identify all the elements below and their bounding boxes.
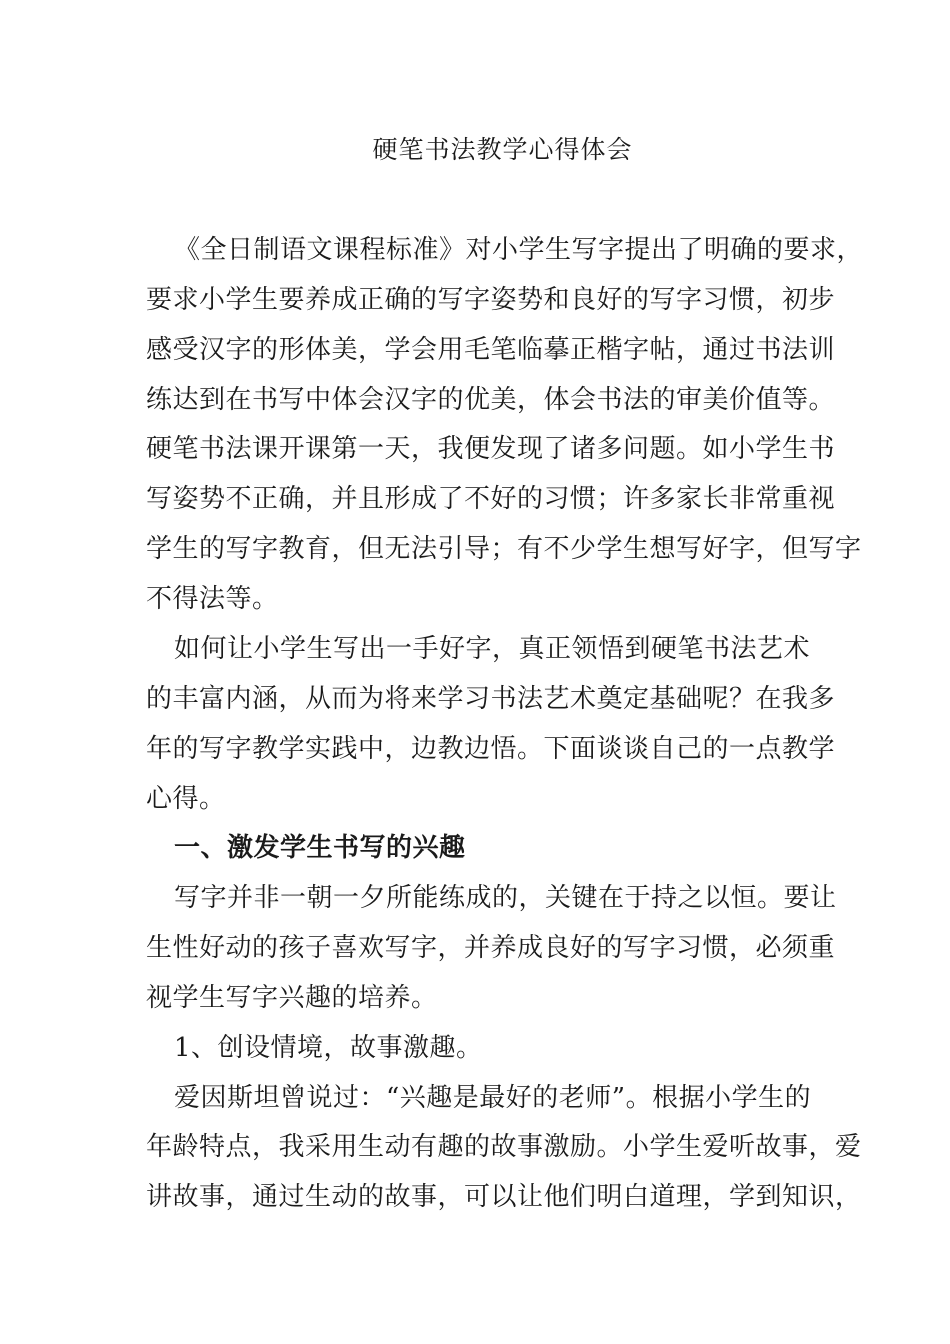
paragraph-line: 生性好动的孩子喜欢写字，并养成良好的写字习惯，必须重 — [146, 933, 836, 963]
section-heading: 一、激发学生书写的兴趣 — [174, 833, 466, 863]
document-title: 硬笔书法教学心得体会 — [372, 135, 633, 164]
paragraph-line: 视学生写字兴趣的培养。 — [146, 983, 438, 1013]
paragraph-line: 感受汉字的形体美，学会用毛笔临摹正楷字帖，通过书法训 — [146, 335, 836, 365]
paragraph-line: 《全日制语文课程标准》对小学生写字提出了明确的要求， — [174, 235, 864, 265]
paragraph-line: 年的写字教学实践中，边教边悟。下面谈谈自己的一点教学 — [146, 734, 836, 764]
paragraph-line: 讲故事，通过生动的故事，可以让他们明白道理，学到知识， — [146, 1182, 862, 1212]
paragraph-line: 学生的写字教育，但无法引导；有不少学生想写好字，但写字 — [146, 534, 862, 564]
subsection-heading: 1、创设情境，故事激趣。 — [174, 1033, 483, 1063]
paragraph-line: 的丰富内涵，从而为将来学习书法艺术奠定基础呢？在我多 — [146, 684, 836, 714]
paragraph-line: 爱因斯坦曾说过：“兴趣是最好的老师”。根据小学生的 — [174, 1083, 812, 1113]
paragraph-line: 如何让小学生写出一手好字，真正领悟到硬笔书法艺术 — [174, 634, 811, 664]
paragraph-line: 练达到在书写中体会汉字的优美，体会书法的审美价值等。 — [146, 385, 836, 415]
paragraph-line: 不得法等。 — [146, 584, 279, 614]
paragraph-line: 硬笔书法课开课第一天，我便发现了诸多问题。如小学生书 — [146, 434, 836, 464]
paragraph-line: 写姿势不正确，并且形成了不好的习惯；许多家长非常重视 — [146, 484, 836, 514]
paragraph-line: 要求小学生要养成正确的写字姿势和良好的写字习惯，初步 — [146, 285, 836, 315]
paragraph-line: 年龄特点，我采用生动有趣的故事激励。小学生爱听故事，爱 — [146, 1132, 862, 1162]
paragraph-line: 心得。 — [146, 784, 226, 814]
paragraph-line: 写字并非一朝一夕所能练成的，关键在于持之以恒。要让 — [174, 883, 837, 913]
